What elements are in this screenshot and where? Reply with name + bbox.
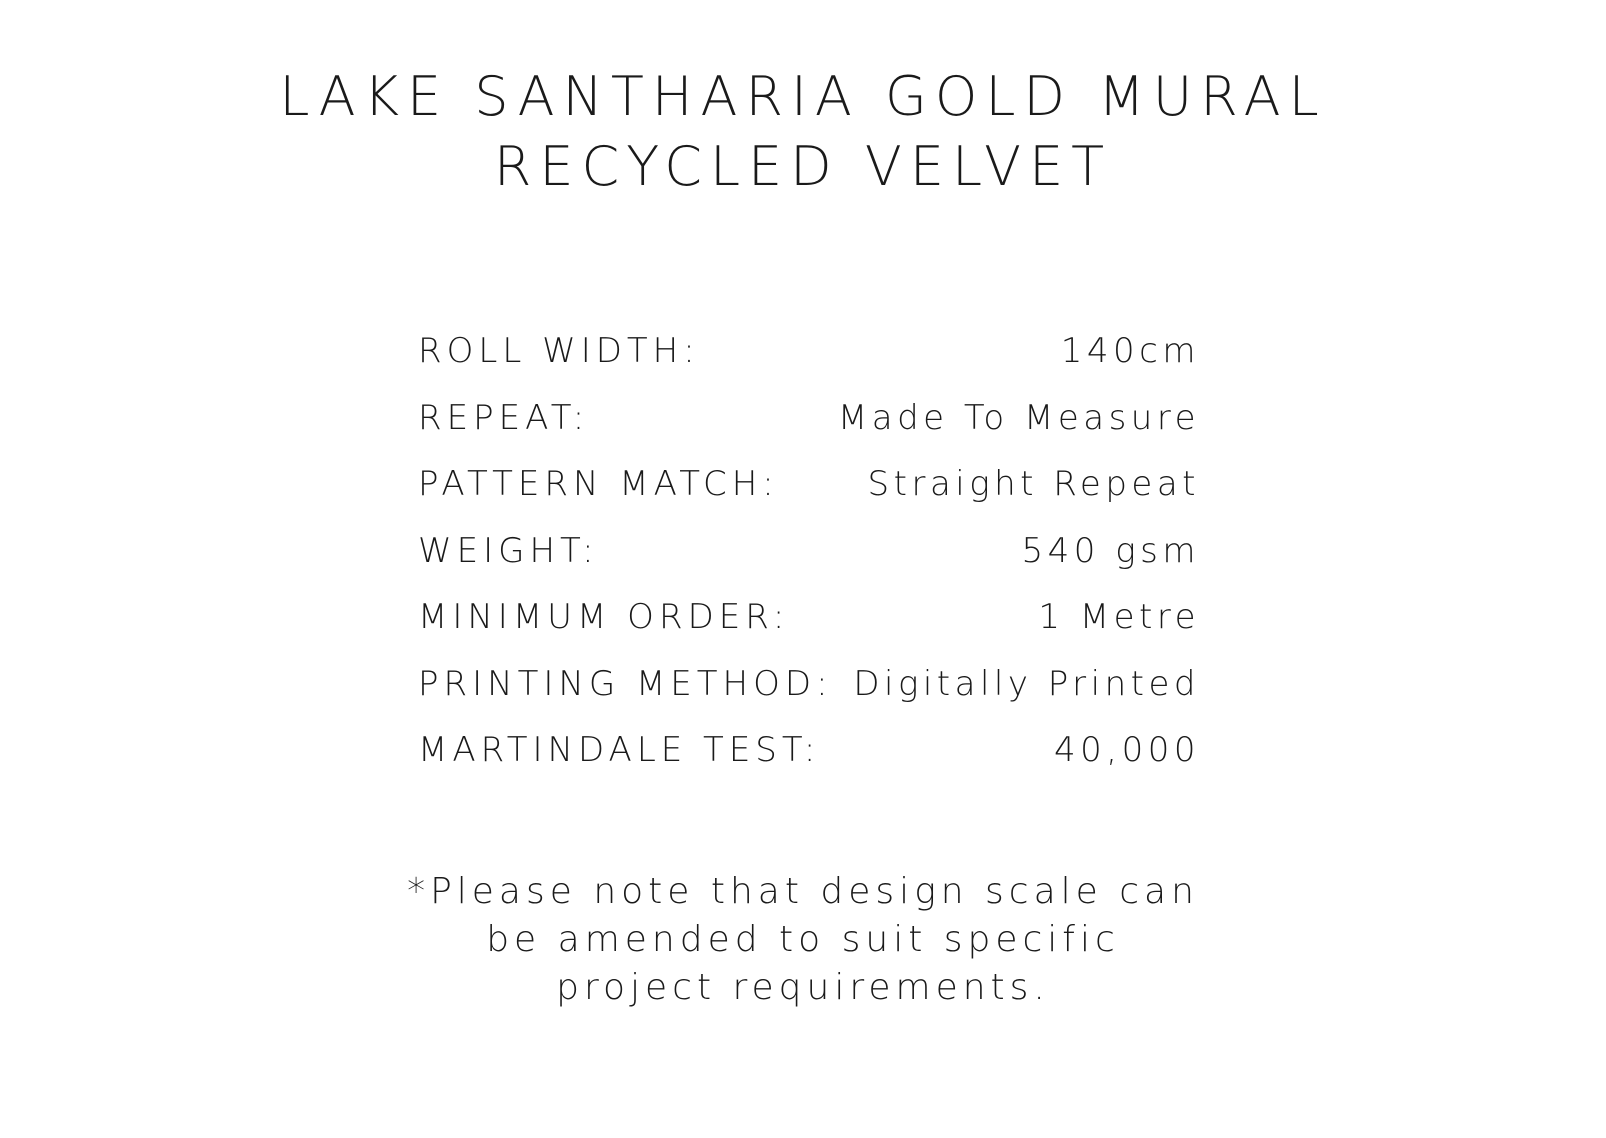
spec-value: 40,000: [1054, 730, 1200, 771]
spec-row-roll-width: [418, 318, 1200, 385]
spec-row-printing-method: [418, 651, 1200, 718]
spec-value: Made To Measure: [837, 397, 1200, 438]
spec-row-pattern-match: [418, 451, 1200, 518]
note-line-3: project requirements.: [556, 967, 1050, 1008]
spec-list: [418, 318, 1200, 784]
spec-value: 1 Metre: [1038, 597, 1200, 638]
spec-label: MINIMUM ORDER:: [418, 597, 790, 638]
page-title: [0, 62, 1606, 202]
spec-row-repeat: [418, 385, 1200, 452]
spec-value: Straight Repeat: [867, 464, 1200, 505]
spec-value: 540 gsm: [1021, 530, 1200, 571]
spec-row-weight: [418, 518, 1200, 585]
design-scale-note: [0, 868, 1606, 1012]
spec-row-martindale-test: [418, 717, 1200, 784]
spec-label: WEIGHT:: [418, 530, 599, 571]
spec-value: Digitally Printed: [853, 663, 1200, 704]
spec-value: 140cm: [1060, 331, 1200, 372]
spec-label: PATTERN MATCH:: [418, 464, 779, 505]
title-line-1: LAKE SANTHARIA GOLD MURAL: [279, 65, 1327, 128]
note-line-1: *Please note that design scale can: [407, 871, 1199, 912]
spec-label: ROLL WIDTH:: [418, 331, 700, 372]
spec-label: MARTINDALE TEST:: [418, 730, 821, 771]
note-line-2: be amended to suit specific: [486, 919, 1120, 960]
spec-label: PRINTING METHOD:: [418, 663, 833, 704]
title-line-2: RECYCLED VELVET: [493, 135, 1113, 198]
spec-row-minimum-order: [418, 584, 1200, 651]
spec-label: REPEAT:: [418, 397, 590, 438]
